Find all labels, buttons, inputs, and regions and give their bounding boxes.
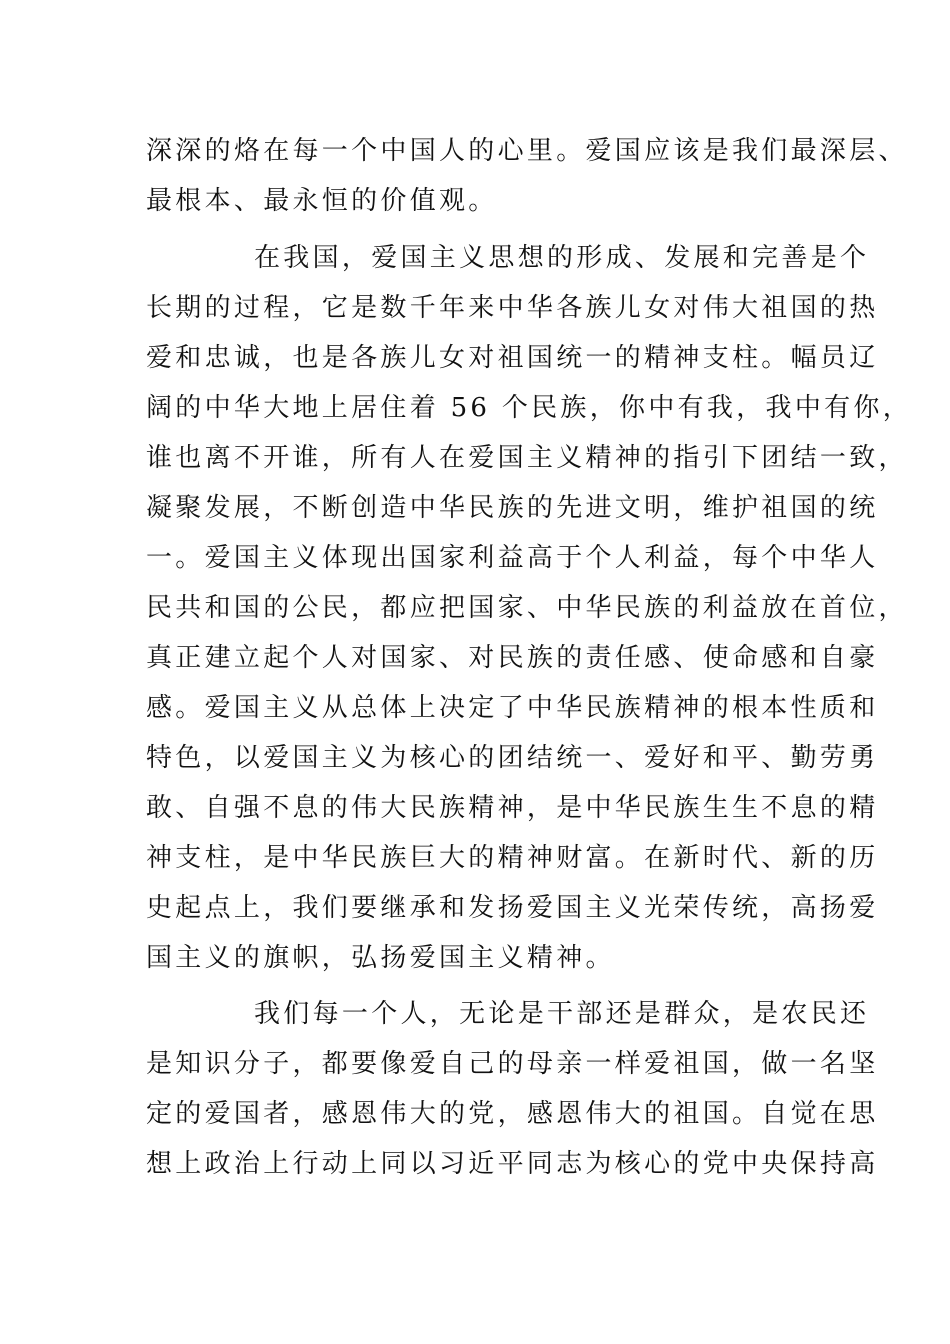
text-line: 神支柱，是中华民族巨大的精神财富。在新时代、新的历: [146, 843, 879, 873]
text-line: 凝聚发展，不断创造中华民族的先进文明，维护祖国的统: [146, 493, 879, 523]
text-line: 爱和忠诚，也是各族儿女对祖国统一的精神支柱。幅员辽: [146, 343, 879, 373]
text-line: 深深的烙在每一个中国人的心里。爱国应该是我们最深层、: [146, 136, 908, 166]
text-line: 真正建立起个人对国家、对民族的责任感、使命感和自豪: [146, 643, 879, 673]
paragraph-first-line: 我们每一个人，无论是干部还是群众，是农民还: [254, 999, 870, 1029]
text-line: 感。爱国主义从总体上决定了中华民族精神的根本性质和: [146, 693, 879, 723]
text-line: 一。爱国主义体现出国家利益高于个人利益，每个中华人: [146, 543, 879, 573]
text-line: 定的爱国者，感恩伟大的党，感恩伟大的祖国。自觉在思: [146, 1099, 879, 1129]
text-line: 特色，以爱国主义为核心的团结统一、爱好和平、勤劳勇: [146, 743, 879, 773]
text-line: 敢、自强不息的伟大民族精神，是中华民族生生不息的精: [146, 793, 879, 823]
text-line: 最根本、最永恒的价值观。: [146, 186, 498, 216]
text-line: 想上政治上行动上同以习近平同志为核心的党中央保持高: [146, 1149, 879, 1179]
text-line: 长期的过程，它是数千年来中华各族儿女对伟大祖国的热: [146, 293, 879, 323]
text-line: 史起点上，我们要继承和发扬爱国主义光荣传统，高扬爱: [146, 893, 879, 923]
text-line: 国主义的旗帜，弘扬爱国主义精神。: [146, 943, 615, 973]
text-line: 民共和国的公民，都应把国家、中华民族的利益放在首位，: [146, 593, 908, 623]
text-line: 阔的中华大地上居住着 56 个民族，你中有我，我中有你，: [146, 393, 913, 423]
text-line: 是知识分子，都要像爱自己的母亲一样爱祖国，做一名坚: [146, 1049, 879, 1079]
paragraph-first-line: 在我国，爱国主义思想的形成、发展和完善是个: [254, 243, 870, 273]
text-line: 谁也离不开谁，所有人在爱国主义精神的指引下团结一致，: [146, 443, 908, 473]
